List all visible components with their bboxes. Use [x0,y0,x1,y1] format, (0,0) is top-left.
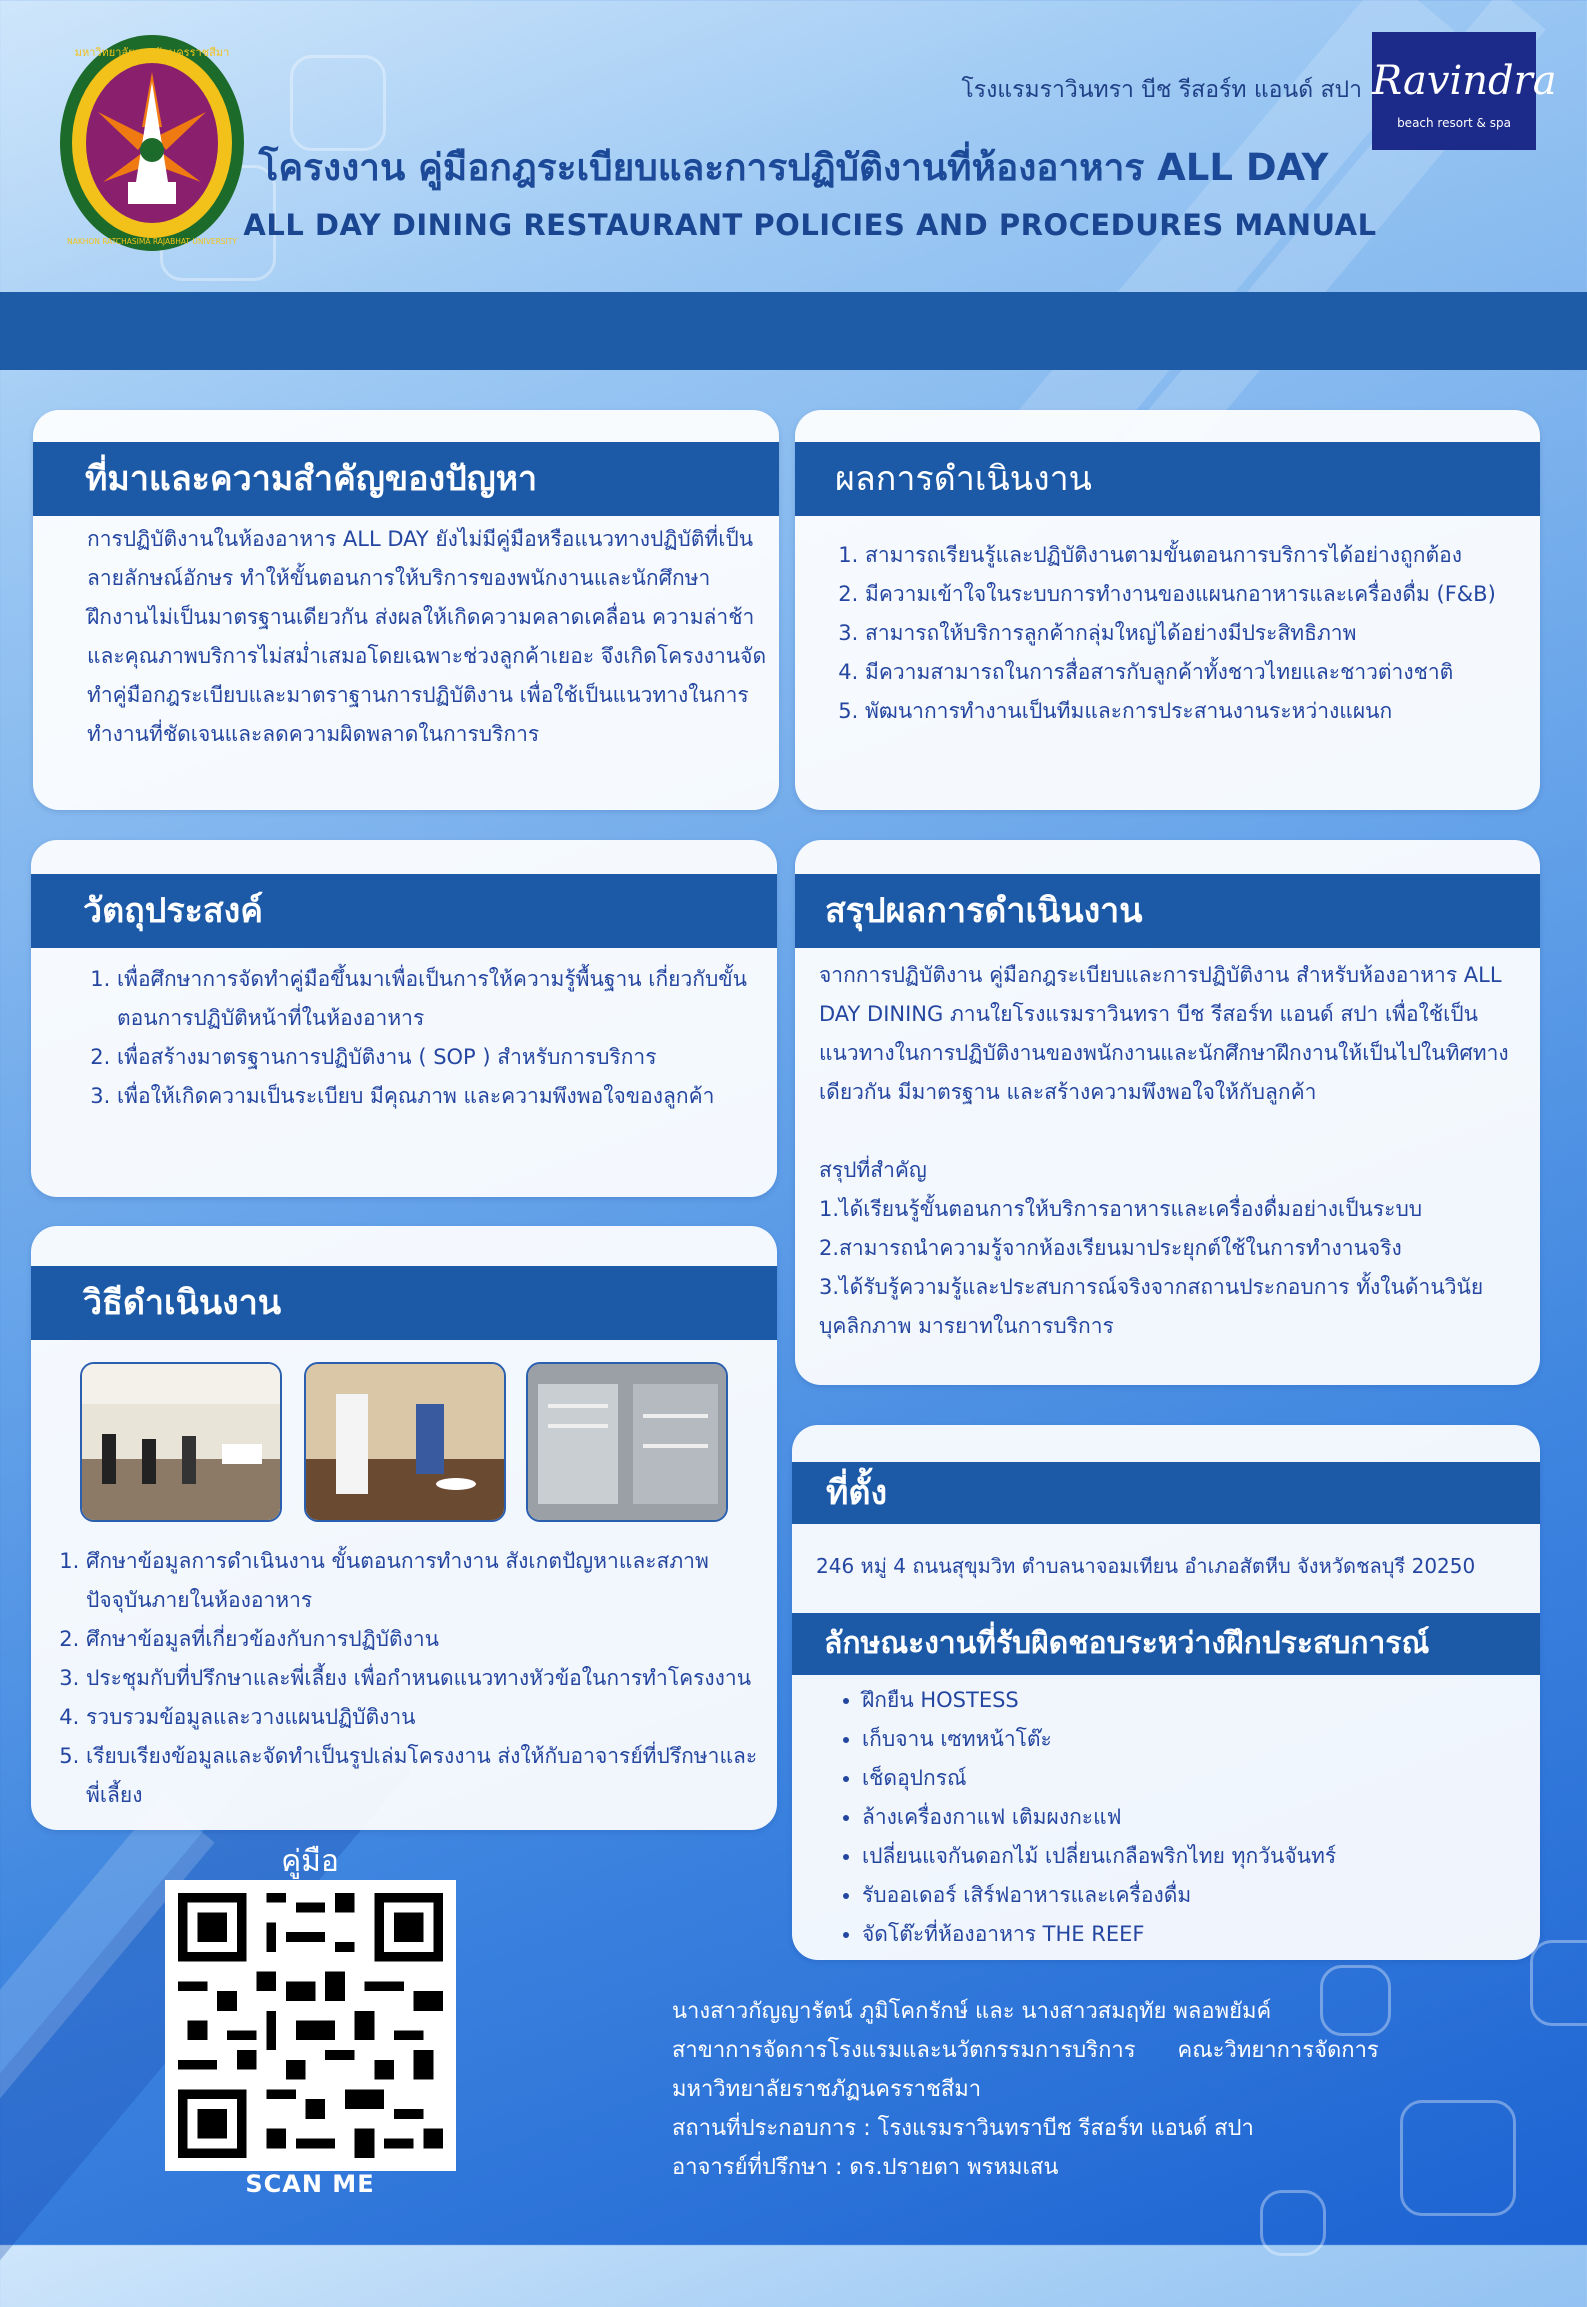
methods-item: 3. ประชุมกับที่ปรึกษาและพี่เลี้ยง เพื่อกำหนดแนวทางหัวข้อในการทำโครงงาน [86,1659,766,1698]
results-item: 5. พัฒนาการทำงานเป็นทีมและการประสานงานระหว่างแผนก [865,692,1535,731]
results-item: 2. มีความเข้าใจในระบบการทำงานของแผนกอาหารและเครื่องดื่ม (F&B) [865,575,1535,614]
credits-advisor: อาจารย์ที่ปรึกษา : ดร.ปรายตา พรหมเสน [672,2155,1059,2180]
bg-square [1530,1940,1587,2026]
objectives-item: 1. เพื่อศึกษาการจัดทำคู่มือขึ้นมาเพื่อเป็นการให้ความรู้พื้นฐาน เกี่ยวกับขั้นตอนการปฏิบัติหน้าที่ในห้องอาหาร [117,960,767,1038]
duties-item: • รับออเดอร์ เสิร์ฟอาหารและเครื่องดื่ม [862,1876,1522,1915]
duties-item: • ฝึกยืน HOSTESS [862,1681,1522,1720]
methods-item: 5. เรียบเรียงข้อมูลและจัดทำเป็นรูปเล่มโครงงาน ส่งให้กับอาจารย์ที่ปรึกษาและพี่เลี้ยง [86,1737,766,1815]
location-duties-card [792,1425,1540,1960]
summary-text [819,956,1519,1346]
hotel-name: โรงแรมราวินทรา บีช รีสอร์ท แอนด์ สปา [961,77,1362,103]
summary-title: สรุปผลการดำเนินงาน [795,874,1540,948]
table-setting-photo [304,1362,506,1522]
bg-square [1400,2100,1516,2216]
table-setting-image [306,1364,504,1520]
background-text [87,520,767,754]
methods-item: 2. ศึกษาข้อมูลที่เกี่ยวข้องกับการปฏิบัติงาน [86,1620,766,1659]
results-list [835,536,1535,731]
bg-square [290,55,386,151]
qr-code-image [168,1883,453,2168]
hotel-logo-sub: beach resort & spa [1397,116,1511,130]
summary-key-item: 3.ได้รับรู้ความรู้และประสบการณ์จริงจากสถานประกอบการ ทั้งในด้านวินัย บุคลิกภาพ มารยาทในการบริการ [819,1275,1484,1338]
results-card [795,410,1540,810]
cutlery-image [528,1364,726,1520]
qr-code[interactable] [165,1880,456,2171]
results-item: 1. สามารถเรียนรู้และปฏิบัติงานตามขั้นตอนการบริการได้อย่างถูกต้อง [865,536,1535,575]
objectives-item: 3. เพื่อให้เกิดความเป็นระเบียบ มีคุณภาพ และความพึงพอใจของลูกค้า [117,1077,767,1116]
duties-item: • เปลี่ยนแจกันดอกไม้ เปลี่ยนเกลือพริกไทย ทุกวันจันทร์ [862,1837,1522,1876]
summary-card [795,840,1540,1385]
location-address: 246 หมู่ 4 ถนนสุขุมวิท ตำบลนาจอมเทียน อำเภอสัตหีบ จังหวัดชลบุรี 20250 [816,1554,1476,1578]
methods-photos [80,1362,730,1520]
duties-item: • ล้างเครื่องกาแฟ เติมผงกะแฟ [862,1798,1522,1837]
credits-program: สาขาการจัดการโรงแรมและนวัตกรรมการบริการ คณะวิทยาการจัดการ [672,2038,1379,2063]
duties-item: • เก็บจาน เซทหน้าโต๊ะ [862,1720,1522,1759]
seal-text-bottom: NAKHON RATCHASIMA RAJABHAT UNIVERSITY [67,237,237,246]
objectives-title: วัตถุประสงค์ [31,874,777,948]
restaurant-photo-image [82,1364,280,1520]
results-item: 3. สามารถให้บริการลูกค้ากลุ่มใหญ่ได้อย่างมีประสิทธิภาพ [865,614,1535,653]
credits [672,1992,1379,2187]
methods-item: 4. รวบรวมข้อมูลและวางแผนปฏิบัติงาน [86,1698,766,1737]
project-title-thai: โครงงาน คู่มือกฎระเบียบและการปฏิบัติงานที่ห้องอาหาร ALL DAY [258,146,1329,189]
credits-university: มหาวิทยาลัยราชภัฏนครราชสีมา [672,2077,982,2102]
hotel-logo [1372,32,1557,150]
credits-workplace: สถานที่ประกอบการ : โรงแรมราวินทราบีช รีสอร์ท แอนด์ สปา [672,2116,1254,2141]
header-band [0,292,1587,370]
credits-authors: นางสาวกัญญารัตน์ ภูมิโคกรักษ์ และ นางสาวสมฤทัย พลอพยัมค์ [672,1999,1272,2024]
summary-key-item: 2.สามารถนำความรู้จากห้องเรียนมาประยุกต์ใช้ในการทำงานจริง [819,1236,1402,1260]
duties-title: ลักษณะงานที่รับผิดชอบระหว่างฝึกประสบการณ์ [792,1613,1540,1675]
summary-intro: จากการปฏิบัติงาน คู่มือกฎระเบียบและการปฏิบัติงาน สำหรับห้องอาหาร ALL DAY DINING ภานใยโรงแรมราวินทรา บีช รีสอร์ท แอนด์ สปา เพื่อใช้เป็นแนวทางในการปฏิบัติงานของพนักงานและนักศึกษาฝึกงานให้เป็นไปในทิศทางเดียวกัน มีมาตรฐาน และสร้างความพึงพอใจให้กับลูกค้า [819,963,1509,1104]
duties-list [832,1681,1522,1954]
methods-item: 1. ศึกษาข้อมูลการดำเนินงาน ขั้นตอนการทำงาน สังเกตปัญหาและสภาพปัจจุบันภายในห้องอาหาร [86,1542,766,1620]
hotel-logo-script: Ravindra [1372,58,1557,104]
bg-square [1260,2190,1326,2256]
background-paragraph: การปฏิบัติงานในห้องอาหาร ALL DAY ยังไม่มีคู่มือหรือแนวทางปฏิบัติที่เป็นลายลักษณ์อักษร ทำให้ขั้นตอนการให้บริการของพนักงานและนักศึกษาฝึกงานไม่เป็นมาตรฐานเดียวกัน ส่งผลให้เกิดความคลาดเคลื่อน ความล่าช้า และคุณภาพบริการไม่สม่ำเสมอโดยเฉพาะช่วงลูกค้าเยอะ จึงเกิดโครงงานจัดทำคู่มือกฎระเบียบและมาตราฐานการปฏิบัติงาน เพื่อใช้เป็นแนวทางในการทำงานที่ชัดเจนและลดความผิดพลาดในการบริการ [87,527,767,746]
seal-text-top: มหาวิทยาลัยราชภัฏนครราชสีมา [74,46,230,59]
results-title: ผลการดำเนินงาน [795,442,1540,516]
background-card [33,410,779,810]
duties-item: • จัดโต๊ะที่ห้องอาหาร THE REEF [862,1915,1522,1954]
results-item: 4. มีความสามารถในการสื่อสารกับลูกค้าทั้งชาวไทยและชาวต่างชาติ [865,653,1535,692]
objectives-card [31,840,777,1197]
qr-title: คู่มือ [281,1844,339,1879]
objectives-list [87,960,767,1116]
project-title-english: ALL DAY DINING RESTAURANT POLICIES AND PROCEDURES MANUAL [243,208,1377,242]
restaurant-dining-photo [80,1362,282,1522]
location-title: ที่ตั้ง [792,1462,1540,1524]
scan-me-label: SCAN ME [245,2170,375,2198]
methods-title: วิธีดำเนินงาน [31,1266,777,1340]
summary-key-heading: สรุปที่สำคัญ [819,1158,927,1182]
objectives-item: 2. เพื่อสร้างมาตรฐานการปฏิบัติงาน ( SOP ) สำหรับการบริการ [117,1038,767,1077]
cutlery-photo [526,1362,728,1522]
summary-key-item: 1.ได้เรียนรู้ขั้นตอนการให้บริการอาหารและเครื่องดื่มอย่างเป็นระบบ [819,1197,1423,1221]
background-title: ที่มาและความสำคัญของปัญหา [33,442,779,516]
methods-list [56,1542,766,1815]
duties-item: • เช็ดอุปกรณ์ [862,1759,1522,1798]
